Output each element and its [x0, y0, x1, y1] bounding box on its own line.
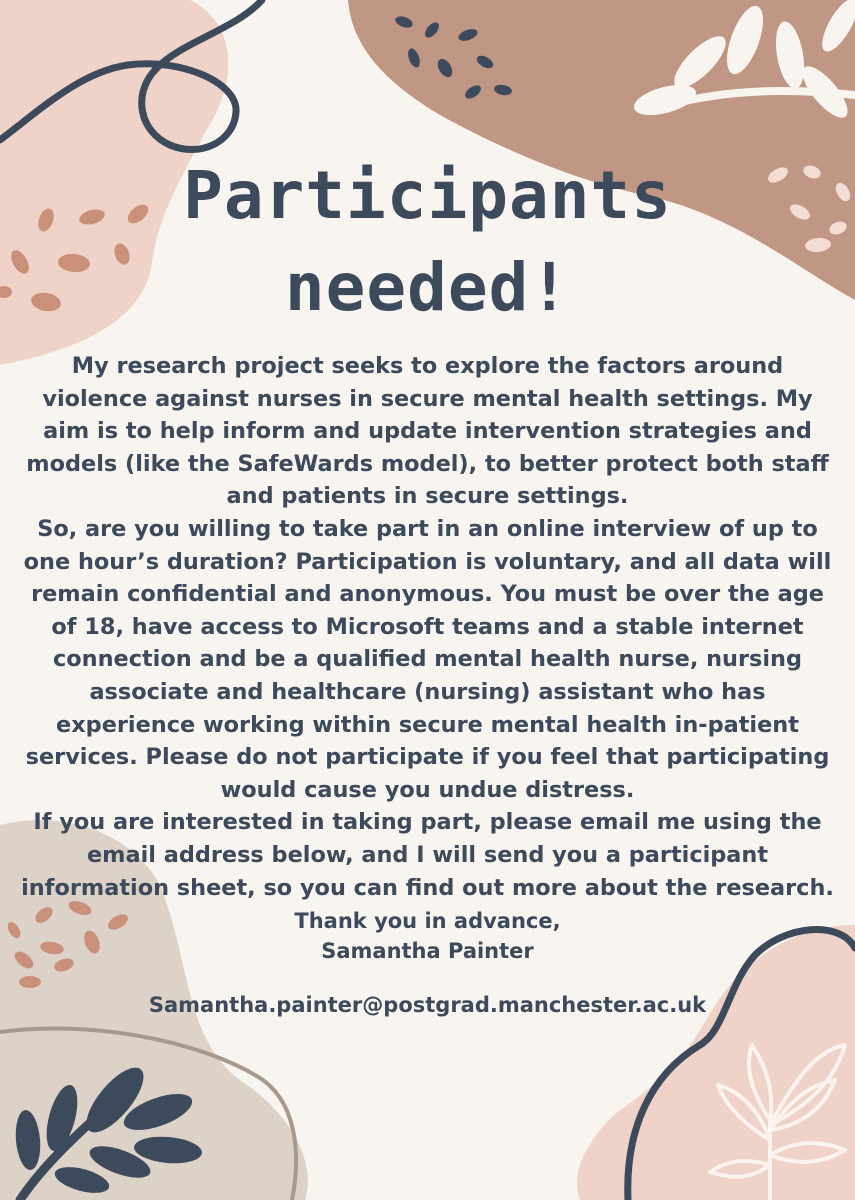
paragraph-contact: If you are interested in taking part, please email me using the email address below, and I will send you a participant information sheet, so you can find out more about the research. — [21, 809, 834, 901]
page-title — [20, 150, 835, 334]
title-line-1: Participants — [183, 157, 672, 234]
sign-off — [20, 906, 835, 966]
paragraph-eligibility: So, are you willing to take part in an online interview of up to one hour’s duration? Participation is voluntary, and all data will remain confidential and anonymous. You must be over the age of 18, have access to Microsoft teams and a stable internet connection and be a qualified mental health nurse, nursing associate and healthcare (nursing) assistant who has experience working within secure mental health in-patient services. Please do not participate if you feel that participating would cause you undue distress. — [23, 515, 832, 803]
author-name: Samantha Painter — [321, 939, 534, 963]
paragraph-research-aim: My research project seeks to explore the factors around violence against nurses in secure mental health settings. My aim is to help inform and update intervention strategies and models (like the SafeWards model), to better protect both staff and patients in secure settings. — [26, 353, 829, 510]
title-line-2: needed! — [284, 249, 571, 326]
contact-email[interactable]: Samantha.painter@postgrad.manchester.ac.uk — [148, 993, 707, 1017]
body-text — [20, 350, 835, 904]
thanks-line: Thank you in advance, — [294, 909, 561, 933]
